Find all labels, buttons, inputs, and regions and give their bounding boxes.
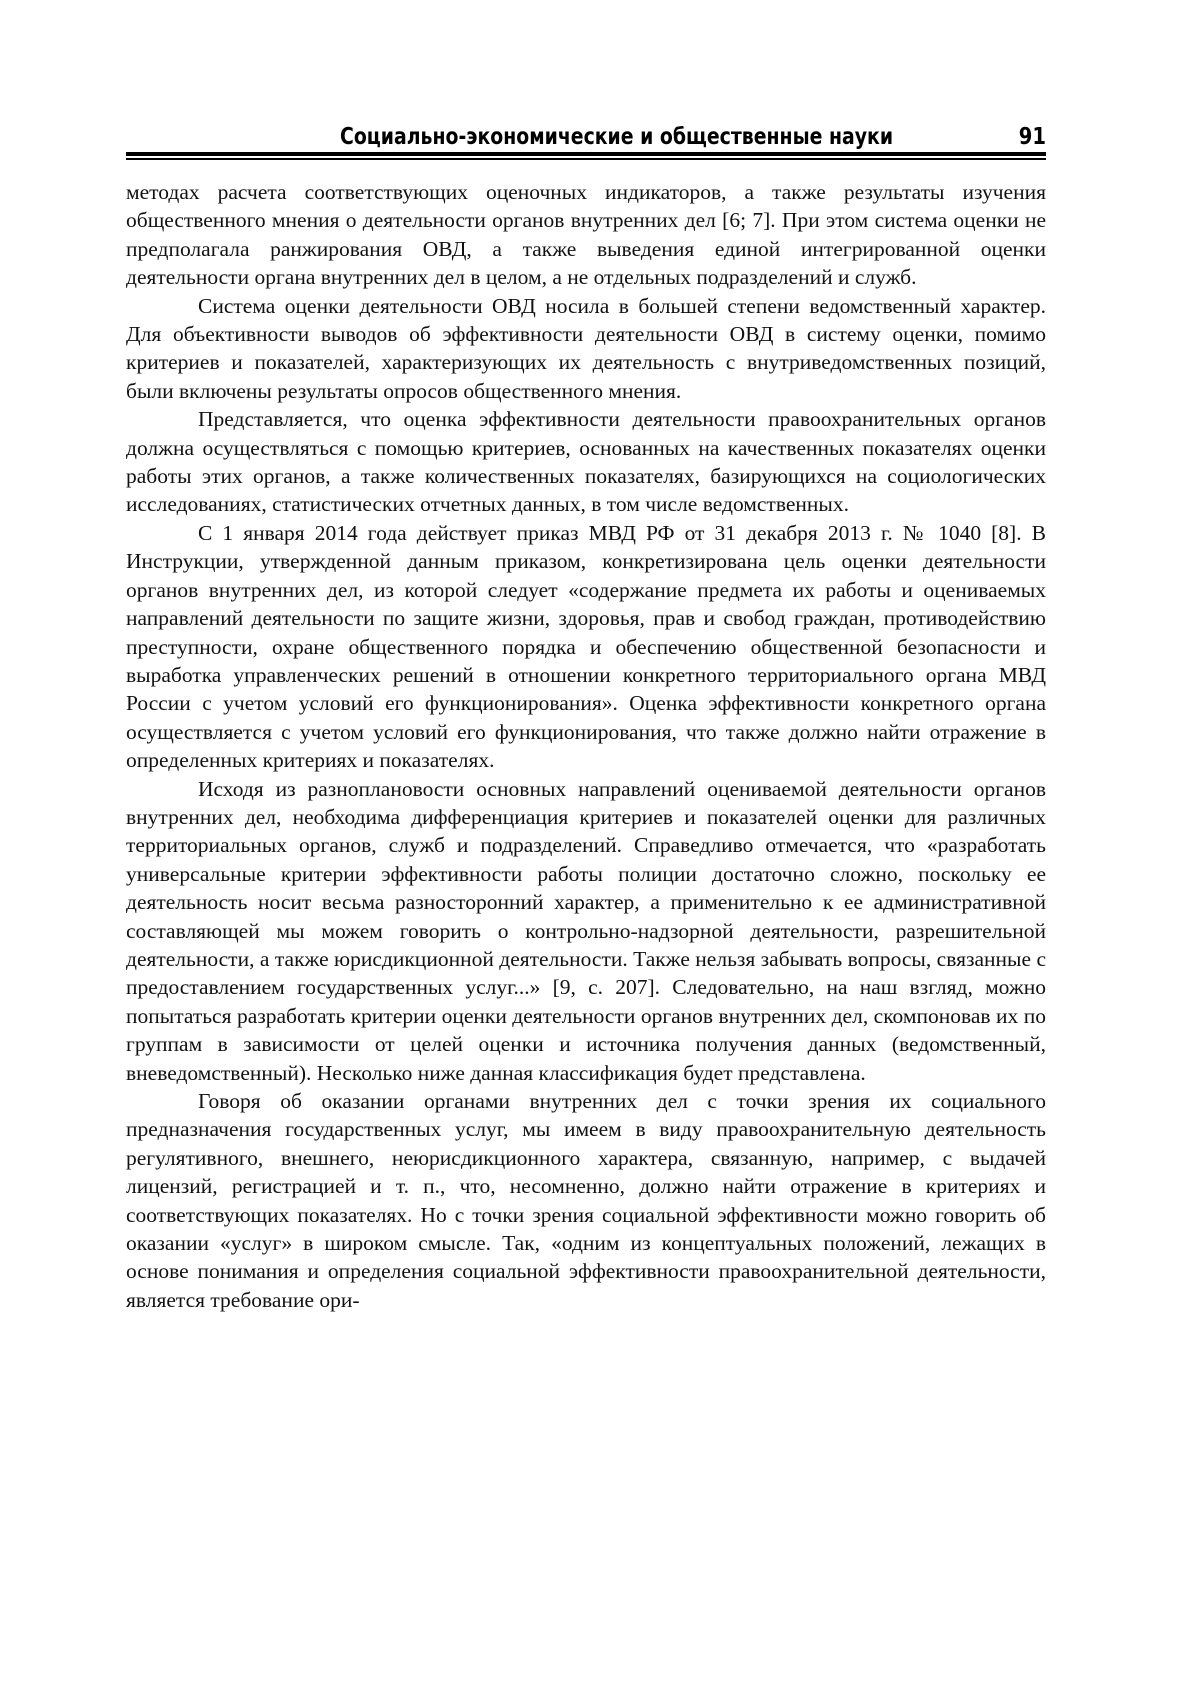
section-title: Социально-экономические и общественные науки [340, 124, 894, 150]
header-rule-thick [126, 152, 1046, 156]
paragraph-3: Представляется, что оценка эффективности деятельности правоохранительных органов должна осуществляться с помощью критериев, основанных на качественных показателях оценки работы этих органов, а также количественных показателях, базирующихся на социологических исследованиях, статистических отчетных данных, в том числе ведомственных. [126, 407, 1046, 517]
paragraph-2: Система оценки деятельности ОВД носила в большей степени ведомственный характер. Для объективности выводов об эффективности деятельности ОВД в систему оценки, помимо критериев и показателей, характеризующих их деятельность с внутриведомственных позиций, были включены результаты опросов общественного мнения. [126, 293, 1046, 403]
body-text [126, 178, 1046, 1314]
paragraph-5: Исходя из разноплановости основных направлений оцениваемой деятельности органов внутренних дел, необходима дифференциация критериев и показателей оценки для различных территориальных органов, служб и подразделений. Справедливо отмечается, что «разработать универсальные критерии эффективности работы полиции достаточно сложно, поскольку ее деятельность носит весьма разносторонний характер, а применительно к ее административной составляющей мы можем говорить о контрольно-надзорной деятельности, разрешительной деятельности, а также юрисдикционной деятельности. Также нельзя забывать вопросы, связанные с предоставлением государственных услуг...» [9, с. 207]. Следовательно, на наш взгляд, можно попытаться разработать критерии оценки деятельности органов внутренних дел, скомпоновав их по группам в зависимости от целей оценки и источника получения данных (ведомственный, вневедомственный). Несколько ниже данная классификация будет представлена. [126, 776, 1046, 1085]
paragraph-1: методах расчета соответствующих оценочных индикаторов, а также результаты изучения общественного мнения о деятельности органов внутренних дел [6; 7]. При этом система оценки не предполагала ранжирования ОВД, а также выведения единой интегрированной оценки деятельности органа внутренних дел в целом, а не отдельных подразделений и служб. [126, 180, 1046, 290]
paragraph-6: Говоря об оказании органами внутренних дел с точки зрения их социального предназначения государственных услуг, мы имеем в виду правоохранительную деятельность регулятивного, внешнего, неюрисдикционного характера, связанную, например, с выдачей лицензий, регистрацией и т. п., что, несомненно, должно найти отражение в критериях и соответствующих показателях. Но с точки зрения социальной эффективности можно говорить об оказании «услуг» в широком смысле. Так, «одним из концептуальных положений, лежащих в основе понимания и определения социальной эффективности правоохранительной деятельности, является требование ори- [126, 1089, 1046, 1312]
page-number: 91 [1018, 124, 1046, 150]
paragraph-4: С 1 января 2014 года действует приказ МВД РФ от 31 декабря 2013 г. № 1040 [8]. В Инструкции, утвержденной данным приказом, конкретизирована цель оценки деятельности органов внутренних дел, из которой следует «содержание предмета их работы и оцениваемых направлений деятельности по защите жизни, здоровья, прав и свобод граждан, противодействию преступности, охране общественного порядка и обеспечению общественной безопасности и выработка управленческих решений в отношении конкретного территориального органа МВД России с учетом условий его функционирования». Оценка эффективности конкретного органа осуществляется с учетом условий его функционирования, что также должно найти отражение в определенных критериях и показателях. [126, 520, 1046, 773]
header-rule-thin [126, 158, 1046, 160]
